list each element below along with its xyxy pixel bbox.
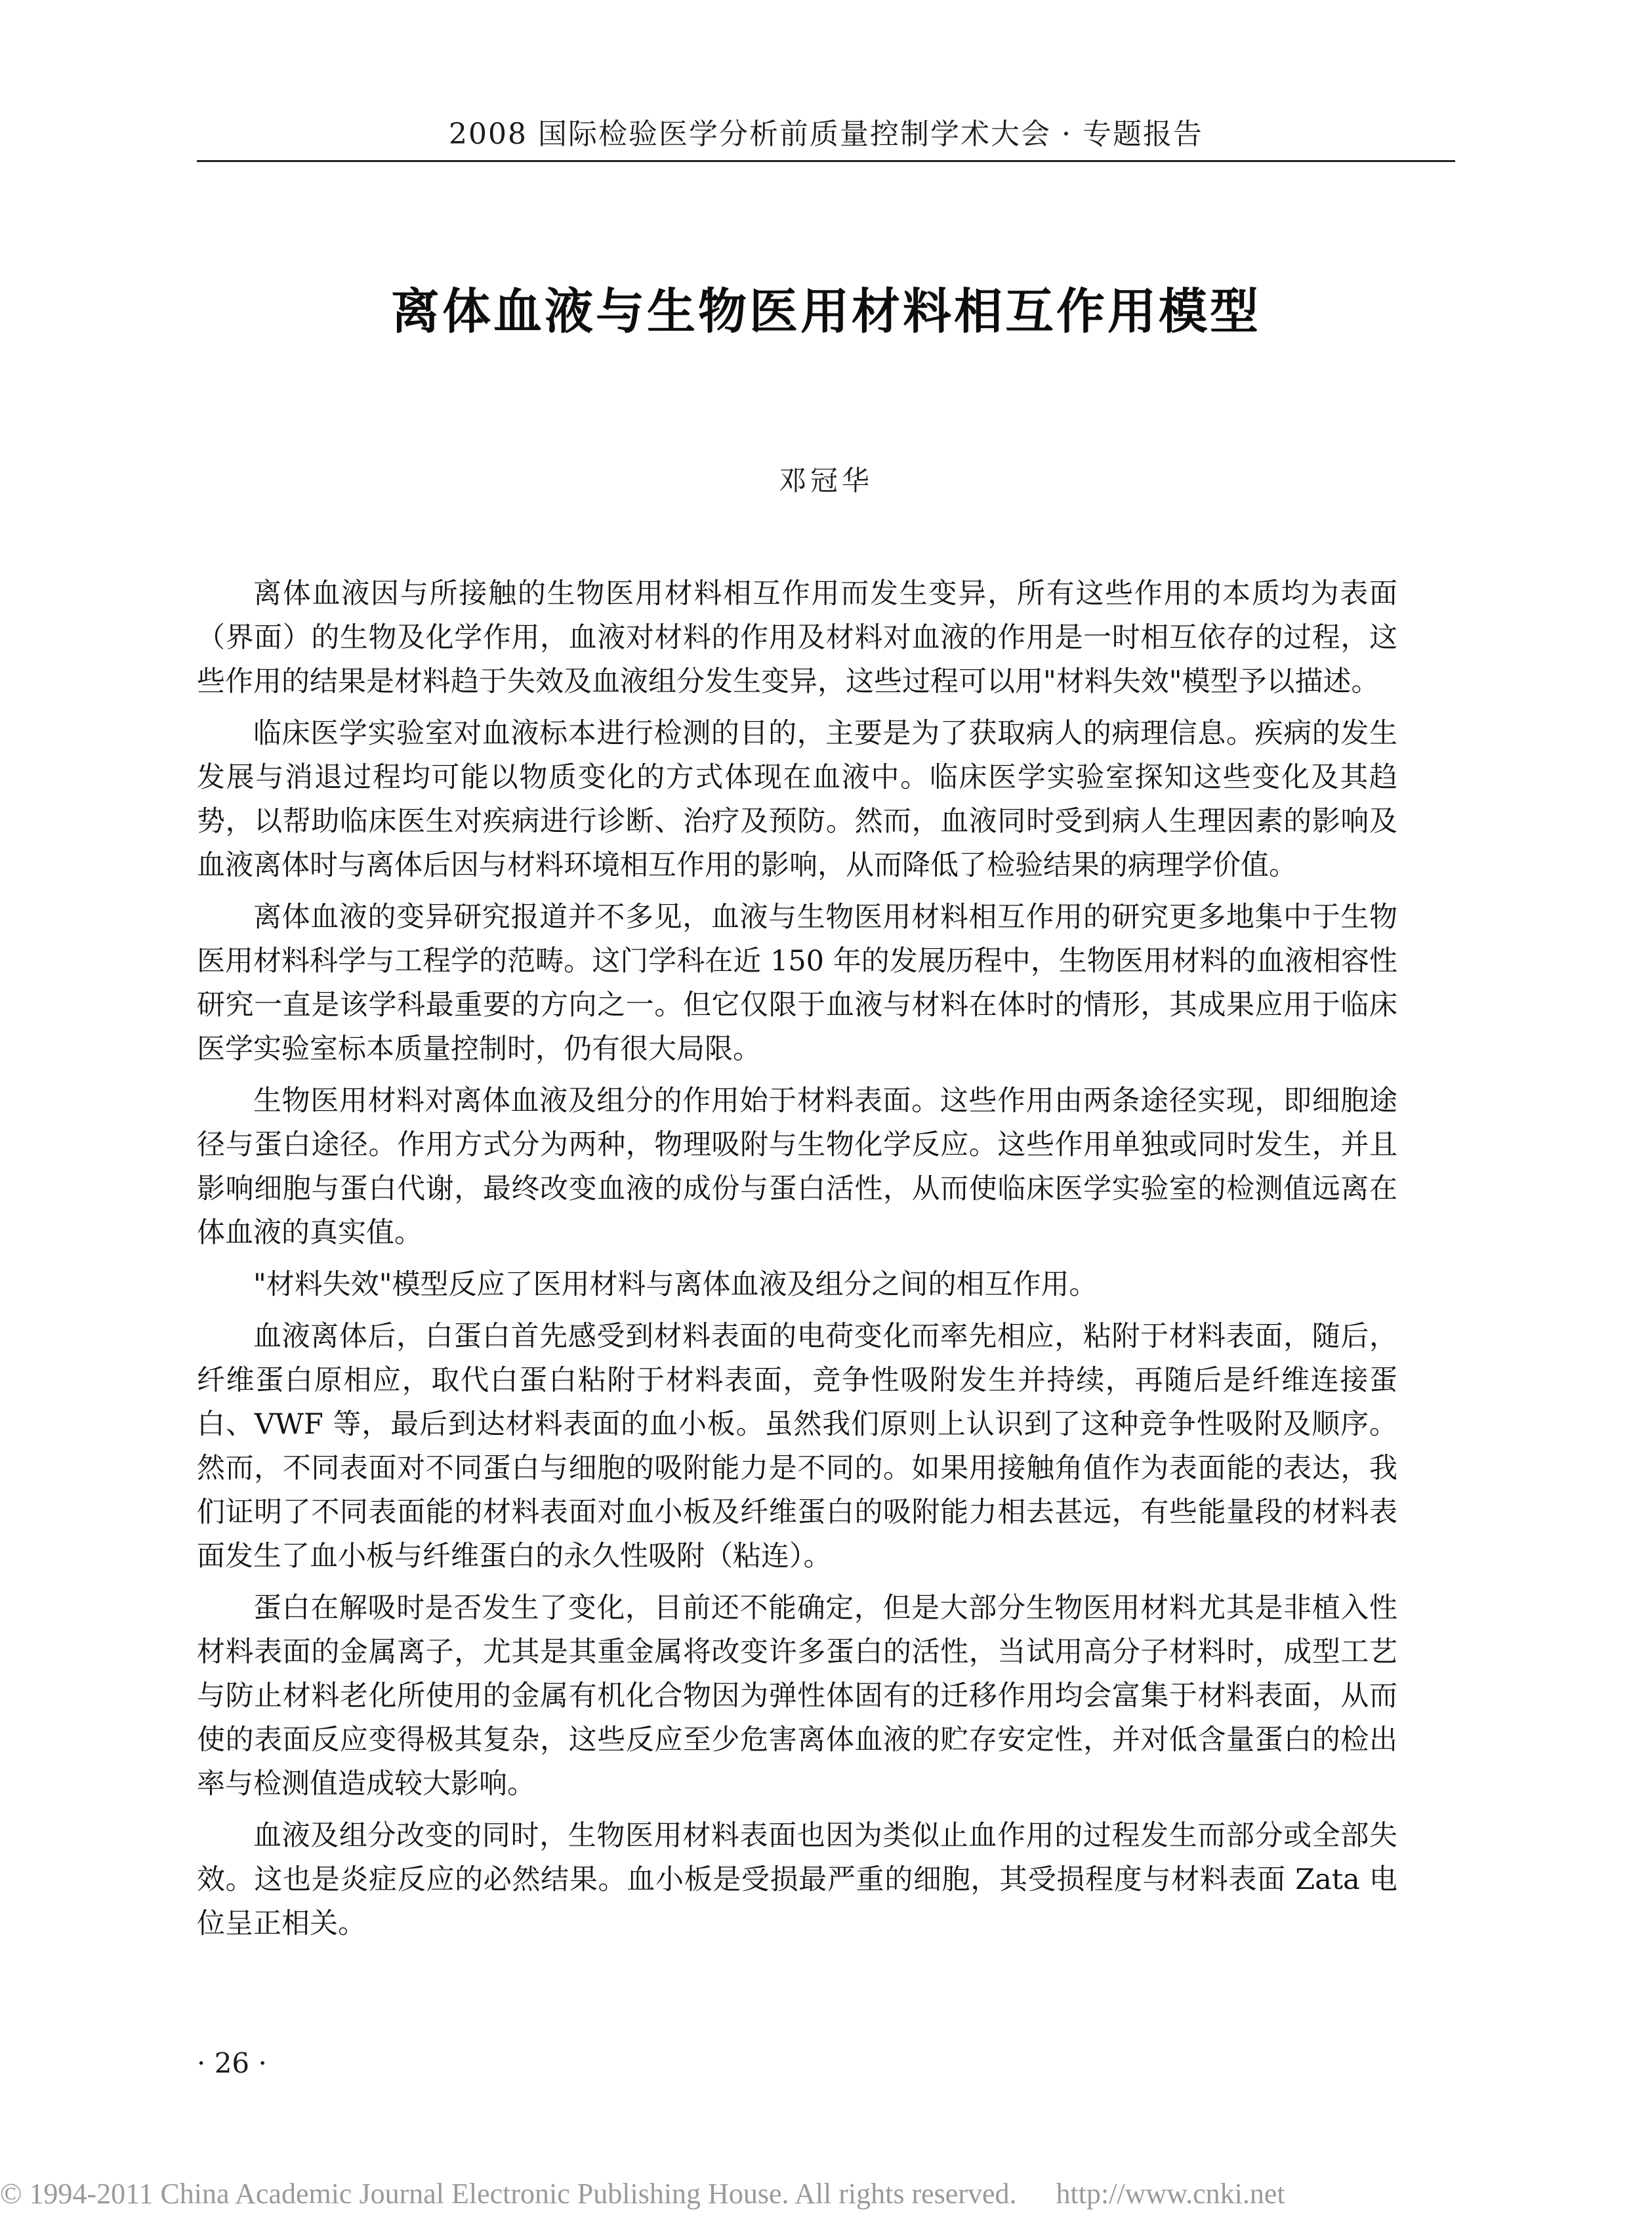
paragraph-3: 离体血液的变异研究报道并不多见，血液与生物医用材料相互作用的研究更多地集中于生物医用材料科学与工程学的范畴。这门学科在近 150 年的发展历程中，生物医用材料的血液相容性研究一直是该学科最重要的方向之一。但它仅限于血液与材料在体时的情形，其成果应用于临床医学实验室标本质量控制时，仍有很大局限。 — [197, 901, 1397, 1066]
paragraph-5: "材料失效"模型反应了医用材料与离体血液及组分之间的相互作用。 — [253, 1268, 1098, 1301]
article-title: 离体血液与生物医用材料相互作用模型 — [391, 283, 1261, 340]
copyright-notice — [0, 2177, 1285, 2210]
paragraph-6: 血液离体后，白蛋白首先感受到材料表面的电荷变化而率先相应，粘附于材料表面，随后，纤维蛋白原相应，取代白蛋白粘附于材料表面，竞争性吸附发生并持续，再随后是纤维连接蛋白、VWF 等，最后到达材料表面的血小板。虽然我们原则上认识到了这种竞争性吸附及顺序。然而，不同表面对不同蛋白与细胞的吸附能力是不同的。如果用接触角值作为表面能的表达，我们证明了不同表面能的材料表面对血小板及纤维蛋白的吸附能力相去甚远，有些能量段的材料表面发生了血小板与纤维蛋白的永久性吸附（粘连）。 — [197, 1320, 1397, 1573]
article-body — [197, 572, 1397, 1954]
running-header: 2008 国际检验医学分析前质量控制学术大会 · 专题报告 — [449, 117, 1203, 151]
author-name: 邓冠华 — [778, 465, 873, 497]
paragraph-4: 生物医用材料对离体血液及组分的作用始于材料表面。这些作用由两条途径实现，即细胞途径与蛋白途径。作用方式分为两种，物理吸附与生物化学反应。这些作用单独或同时发生，并且影响细胞与蛋白代谢，最终改变血液的成份与蛋白活性，从而使临床医学实验室的检测值远离在体血液的真实值。 — [197, 1085, 1397, 1249]
copyright-text: © 1994-2011 China Academic Journal Electronic Publishing House. All rights reserved. — [0, 2178, 1017, 2210]
paragraph-1: 离体血液因与所接触的生物医用材料相互作用而发生变异，所有这些作用的本质均为表面（界面）的生物及化学作用，血液对材料的作用及材料对血液的作用是一时相互依存的过程，这些作用的结果是材料趋于失效及血液组分发生变异，这些过程可以用"材料失效"模型予以描述。 — [197, 577, 1397, 698]
paragraph-8: 血液及组分改变的同时，生物医用材料表面也因为类似止血作用的过程发生而部分或全部失效。这也是炎症反应的必然结果。血小板是受损最严重的细胞，其受损程度与材料表面 Zata 电位呈正相关。 — [197, 1819, 1397, 1940]
paragraph-7: 蛋白在解吸时是否发生了变化，目前还不能确定，但是大部分生物医用材料尤其是非植入性材料表面的金属离子，尤其是其重金属将改变许多蛋白的活性，当试用高分子材料时，成型工艺与防止材料老化所使用的金属有机化合物因为弹性体固有的迁移作用均会富集于材料表面，从而使的表面反应变得极其复杂，这些反应至少危害离体血液的贮存安定性，并对低含量蛋白的检出率与检测值造成较大影响。 — [197, 1592, 1397, 1800]
cnki-link[interactable]: http://www.cnki.net — [1056, 2178, 1285, 2210]
header-divider — [197, 160, 1455, 162]
page-number: · 26 · — [197, 2047, 267, 2079]
paragraph-2: 临床医学实验室对血液标本进行检测的目的，主要是为了获取病人的病理信息。疾病的发生发展与消退过程均可能以物质变化的方式体现在血液中。临床医学实验室探知这些变化及其趋势，以帮助临床医生对疾病进行诊断、治疗及预防。然而，血液同时受到病人生理因素的影响及血液离体时与离体后因与材料环境相互作用的影响，从而降低了检验结果的病理学价值。 — [197, 717, 1397, 882]
